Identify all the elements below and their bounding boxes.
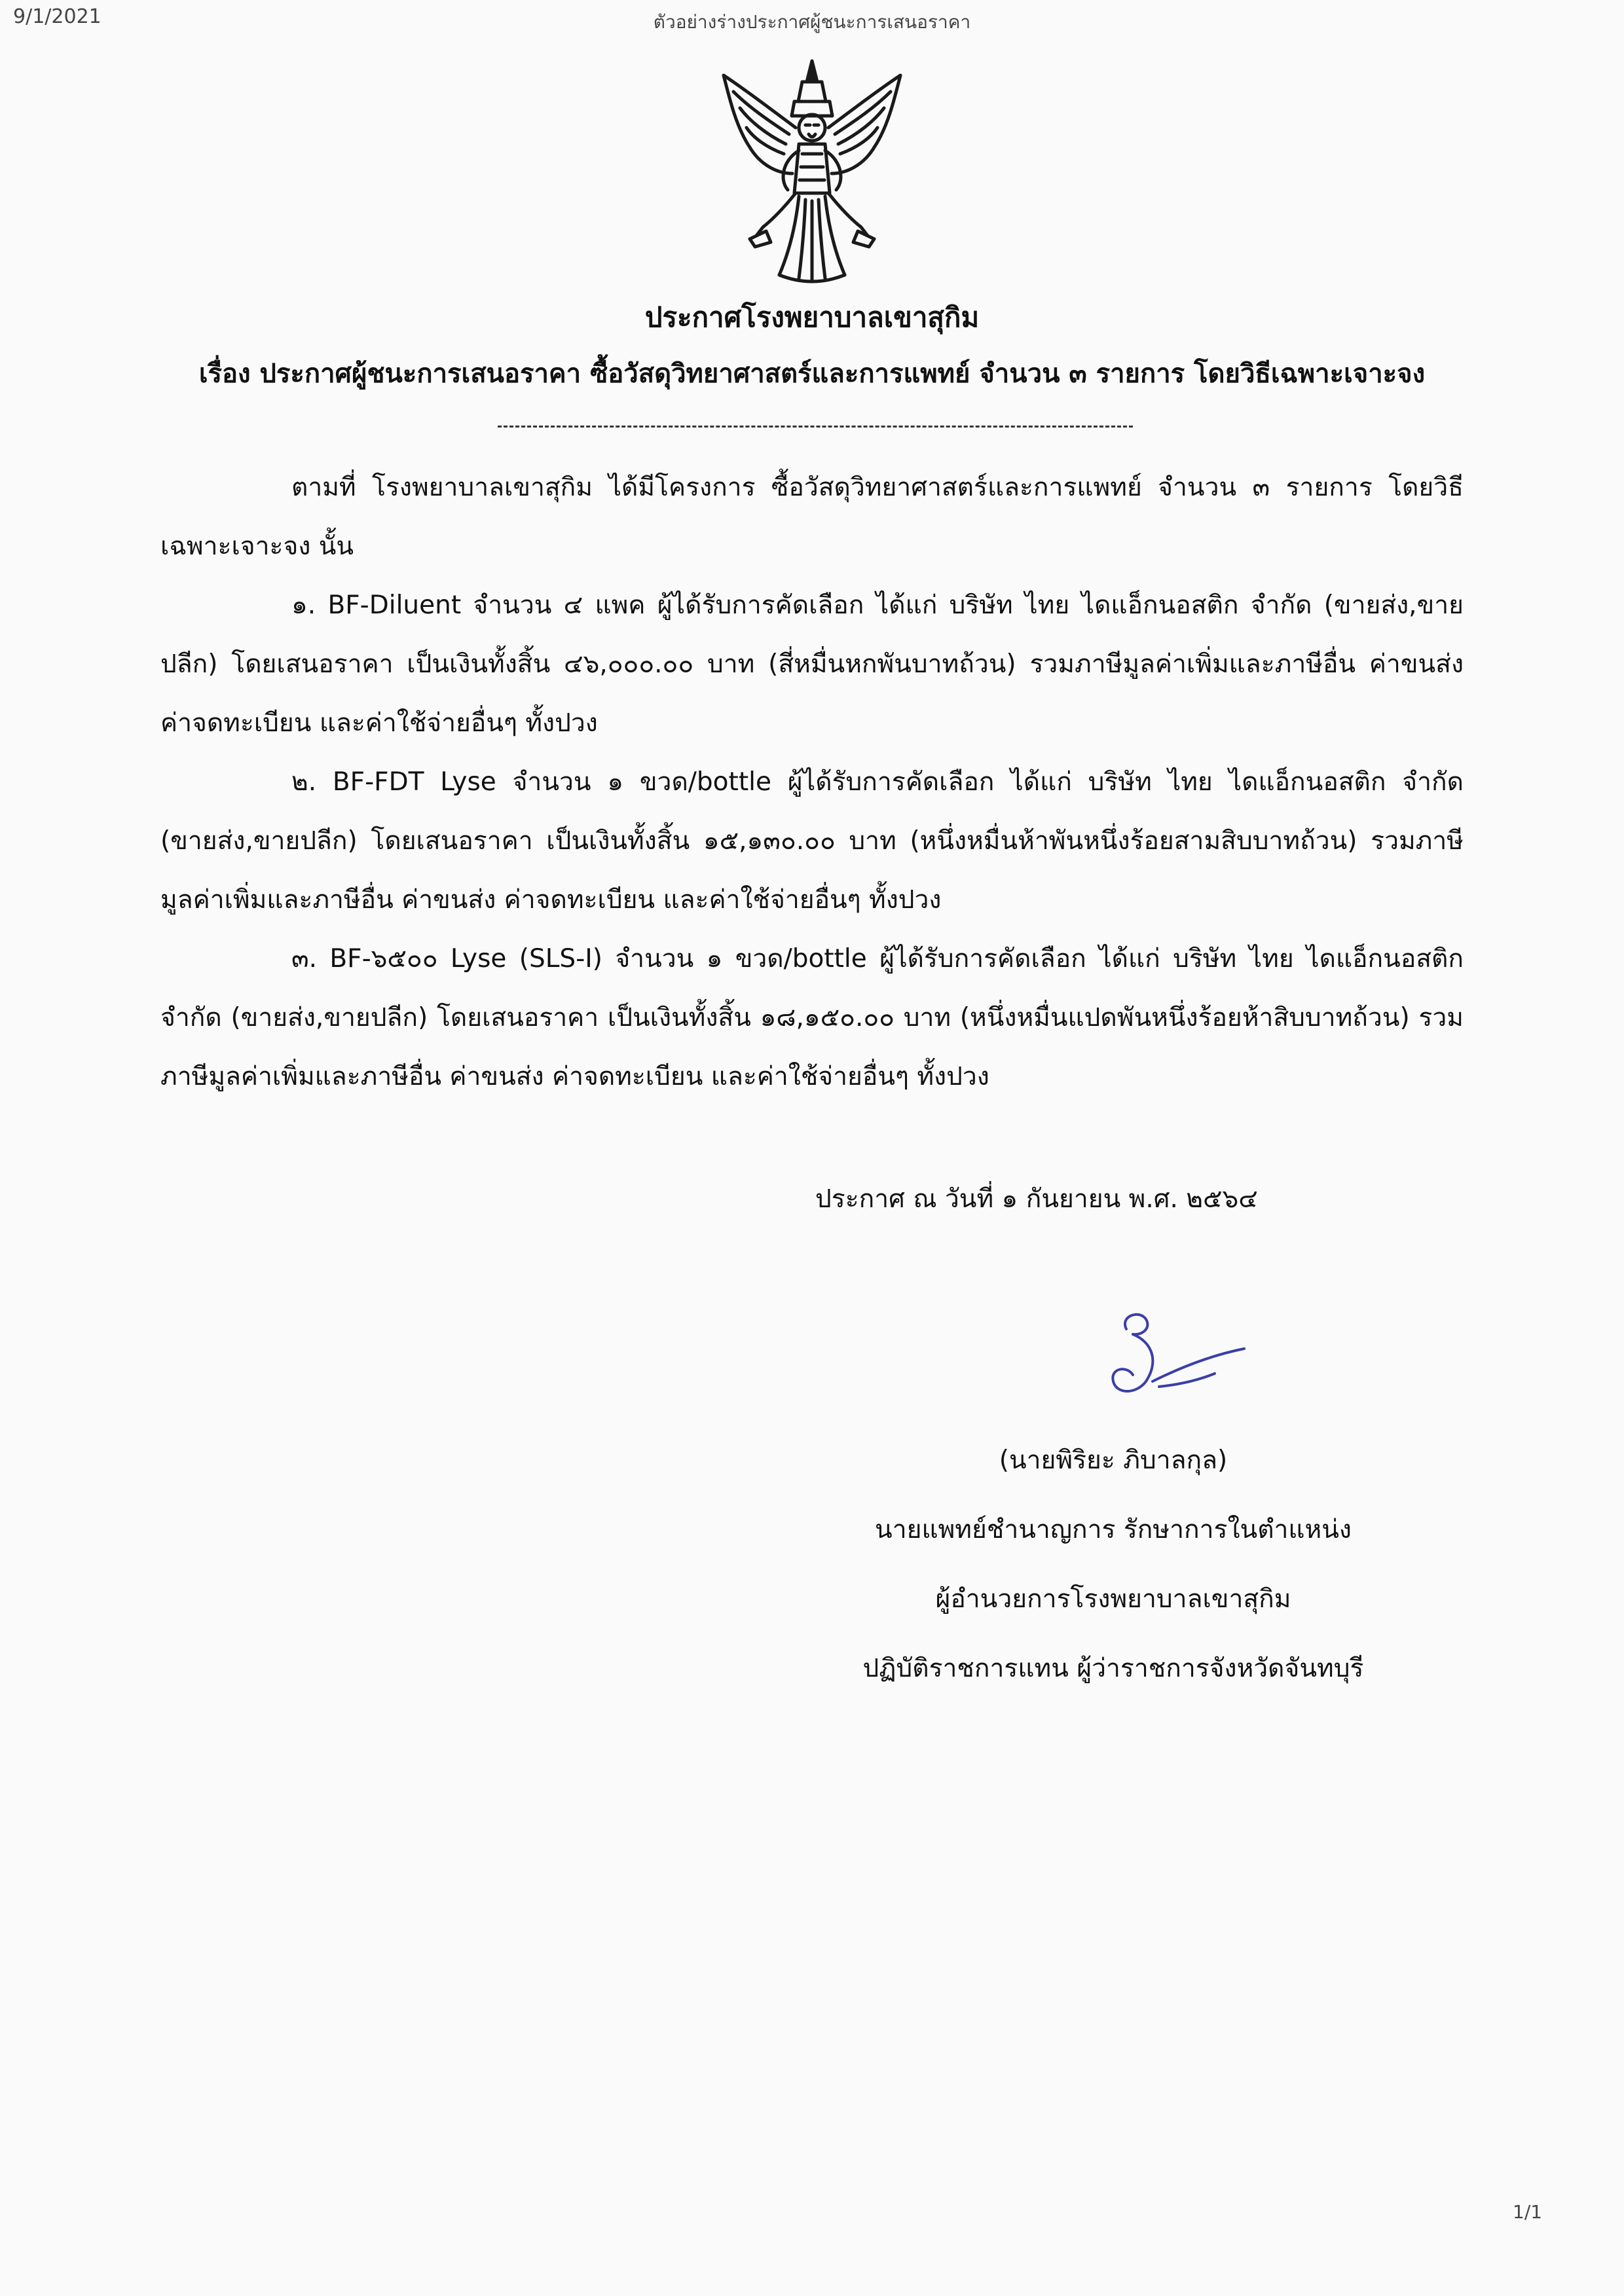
item-paragraph-2: ๒. BF-FDT Lyse จำนวน ๑ ขวด/bottle ผู้ได้รับการคัดเลือก ได้แก่ บริษัท ไทย ไดแอ็กนอสติก จำกัด (ขายส่ง,ขายปลีก) โดยเสนอราคา เป็นเงินทั้งสิ้น ๑๕,๑๓๐.๐๐ บาท (หนึ่งหมื่นห้าพันหนึ่งร้อยสามสิบบาทถ้วน) รวมภาษีมูลค่าเพิ่มและภาษีอื่น ค่าขนส่ง ค่าจดทะเบียน และค่าใช้จ่ายอื่นๆ ทั้งปวง (160, 767, 1464, 915)
announcement-subject: เรื่อง ประกาศผู้ชนะการเสนอราคา ซื้อวัสดุวิทยาศาสตร์และการแพทย์ จำนวน ๓ รายการ โดยวิธีเฉพาะเจาะจง (198, 359, 1426, 389)
page-number: 1/1 (1513, 2201, 1543, 2223)
announcement-body (160, 458, 1464, 1106)
signatory-position-3: ปฏิบัติราชการแทน ผู้ว่าราชการจังหวัดจันทบุรี (862, 1654, 1364, 1683)
print-date: 9/1/2021 (13, 5, 101, 28)
announcement-title: ประกาศโรงพยาบาลเขาสุกิม (644, 301, 980, 333)
signatory-position-2: ผู้อำนวยการโรงพยาบาลเขาสุกิม (935, 1584, 1291, 1614)
signature-icon (1080, 1303, 1251, 1414)
signatory-position-1: นายแพทย์ชำนาญการ รักษาการในตำแหน่ง (875, 1515, 1352, 1544)
print-header-title: ตัวอย่างร่างประกาศผู้ชนะการเสนอราคา (653, 11, 971, 33)
intro-paragraph: ตามที่ โรงพยาบาลเขาสุกิม ได้มีโครงการ ซื้อวัสดุวิทยาศาสตร์และการแพทย์ จำนวน ๓ รายการ โดยวิธีเฉพาะเจาะจง นั้น (160, 473, 1464, 561)
announcement-date: ประกาศ ณ วันที่ ๑ กันยายน พ.ศ. ๒๕๖๔ (815, 1184, 1258, 1214)
item-paragraph-1: ๑. BF-Diluent จำนวน ๔ แพค ผู้ได้รับการคัดเลือก ได้แก่ บริษัท ไทย ไดแอ็กนอสติก จำกัด (ขายส่ง,ขายปลีก) โดยเสนอราคา เป็นเงินทั้งสิ้น ๔๖,๐๐๐.๐๐ บาท (สี่หมื่นหกพันบาทถ้วน) รวมภาษีมูลค่าเพิ่มและภาษีอื่น ค่าขนส่ง ค่าจดทะเบียน และค่าใช้จ่ายอื่นๆ ทั้งปวง (160, 591, 1464, 738)
signatory-block (753, 1426, 1473, 1704)
garuda-emblem-icon (710, 56, 913, 285)
dashed-divider (498, 426, 1133, 428)
item-paragraph-3: ๓. BF-๖๕๐๐ Lyse (SLS-I) จำนวน ๑ ขวด/bottle ผู้ได้รับการคัดเลือก ได้แก่ บริษัท ไทย ไดแอ็กนอสติก จำกัด (ขายส่ง,ขายปลีก) โดยเสนอราคา เป็นเงินทั้งสิ้น ๑๘,๑๕๐.๐๐ บาท (หนึ่งหมื่นแปดพันหนึ่งร้อยห้าสิบบาทถ้วน) รวมภาษีมูลค่าเพิ่มและภาษีอื่น ค่าขนส่ง ค่าจดทะเบียน และค่าใช้จ่ายอื่นๆ ทั้งปวง (160, 944, 1464, 1091)
signatory-name: (นายพิริยะ ภิบาลกุล) (999, 1446, 1228, 1475)
